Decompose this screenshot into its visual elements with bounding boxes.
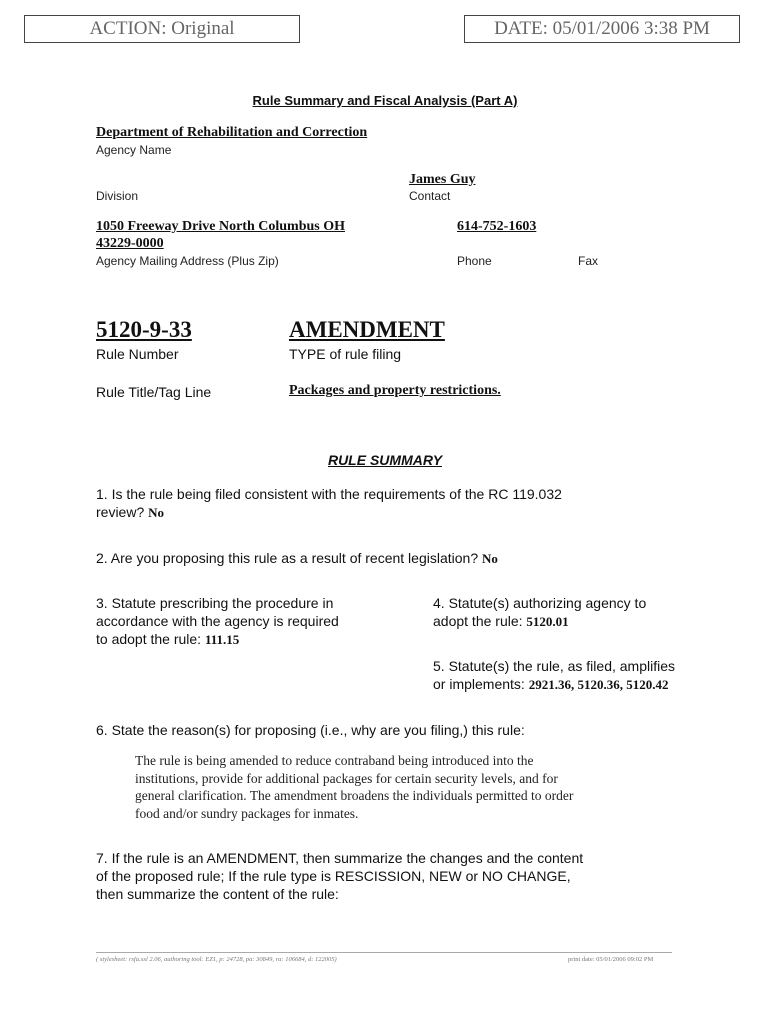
- question-1-answer: No: [148, 505, 165, 520]
- division-label: Division: [96, 189, 139, 203]
- question-6-reason-line-3: general clarification. The amendment broadens the individuals permitted to order: [135, 788, 574, 803]
- address-line-2: 43229-0000: [96, 236, 164, 251]
- address-line-1: 1050 Freeway Drive North Columbus OH: [96, 219, 345, 234]
- question-3-line-2: accordance with the agency is required: [96, 613, 339, 629]
- question-1: [96, 485, 696, 522]
- question-3-line-1: 3. Statute prescribing the procedure in: [96, 595, 334, 611]
- question-2: [96, 549, 716, 568]
- footer-print-date: print date: 05/01/2006 09:02 PM: [568, 956, 654, 963]
- question-5-line-2-text: or implements:: [433, 676, 525, 692]
- form-title: Rule Summary and Fiscal Analysis (Part A): [252, 93, 518, 108]
- question-6-reason: [135, 752, 715, 822]
- question-3: [96, 594, 416, 649]
- rule-number-label: Rule Number: [96, 346, 179, 362]
- date-box: DATE: 05/01/2006 3:38 PM: [464, 15, 740, 43]
- contact-label: Contact: [409, 189, 451, 203]
- contact-value: James Guy: [409, 172, 476, 187]
- question-1-line-2-text: review?: [96, 504, 145, 520]
- question-7-line-2: of the proposed rule; If the rule type is RESCISSION, NEW or NO CHANGE,: [96, 868, 571, 884]
- rule-number-value: 5120-9-33: [96, 317, 192, 342]
- rule-title-value: Packages and property restrictions.: [289, 383, 501, 398]
- question-6-reason-line-1: The rule is being amended to reduce contraband being introduced into the: [135, 753, 534, 768]
- question-5: [433, 657, 753, 694]
- question-2-text: 2. Are you proposing this rule as a result of recent legislation?: [96, 550, 479, 566]
- question-7: [96, 849, 736, 903]
- question-4: [433, 594, 753, 631]
- question-4-line-2-text: adopt the rule:: [433, 613, 523, 629]
- question-1-line-1: 1. Is the rule being filed consistent with the requirements of the RC 119.032: [96, 486, 562, 502]
- question-4-answer: 5120.01: [526, 614, 569, 629]
- fax-label: Fax: [578, 254, 599, 268]
- question-7-line-3: then summarize the content of the rule:: [96, 886, 339, 902]
- question-5-answer: 2921.36, 5120.36, 5120.42: [528, 677, 669, 692]
- question-1-line-2: [96, 503, 696, 522]
- phone-label: Phone: [457, 254, 492, 268]
- question-6-reason-line-4: food and/or sundry packages for inmates.: [135, 805, 359, 821]
- rule-summary-heading: RULE SUMMARY: [327, 452, 443, 468]
- phone-value: 614-752-1603: [457, 219, 537, 234]
- address-label: Agency Mailing Address (Plus Zip): [96, 254, 279, 268]
- rule-type-label: TYPE of rule filing: [289, 346, 402, 362]
- question-6-reason-line-2: institutions, provide for additional packages for certain security levels, and for: [135, 770, 558, 786]
- question-2-answer: No: [482, 551, 498, 566]
- footer-stylesheet-info: ( stylesheet: rsfa.xsl 2.06, authoring tool: EZ1, p: 24728, pa: 30849, ra: 106684, d: 122005): [96, 956, 337, 963]
- rule-type-value: AMENDMENT: [289, 317, 445, 342]
- question-7-line-1: 7. If the rule is an AMENDMENT, then summarize the changes and the content: [96, 850, 584, 866]
- rule-title-label: Rule Title/Tag Line: [96, 384, 212, 400]
- agency-name-label: Agency Name: [96, 143, 172, 157]
- question-5-line-2: [433, 675, 753, 694]
- question-4-line-2: [433, 612, 753, 631]
- agency-name-value: Department of Rehabilitation and Correction: [96, 125, 368, 140]
- question-5-line-1: 5. Statute(s) the rule, as filed, amplifies: [433, 658, 675, 674]
- question-3-line-3: [96, 630, 416, 649]
- question-6: 6. State the reason(s) for proposing (i.e., why are you filing,) this rule:: [96, 722, 525, 738]
- footer-divider: [96, 952, 672, 953]
- question-3-line-3-text: to adopt the rule:: [96, 631, 202, 647]
- question-4-line-1: 4. Statute(s) authorizing agency to: [433, 595, 647, 611]
- question-3-answer: 111.15: [204, 632, 240, 647]
- action-box: ACTION: Original: [24, 15, 300, 43]
